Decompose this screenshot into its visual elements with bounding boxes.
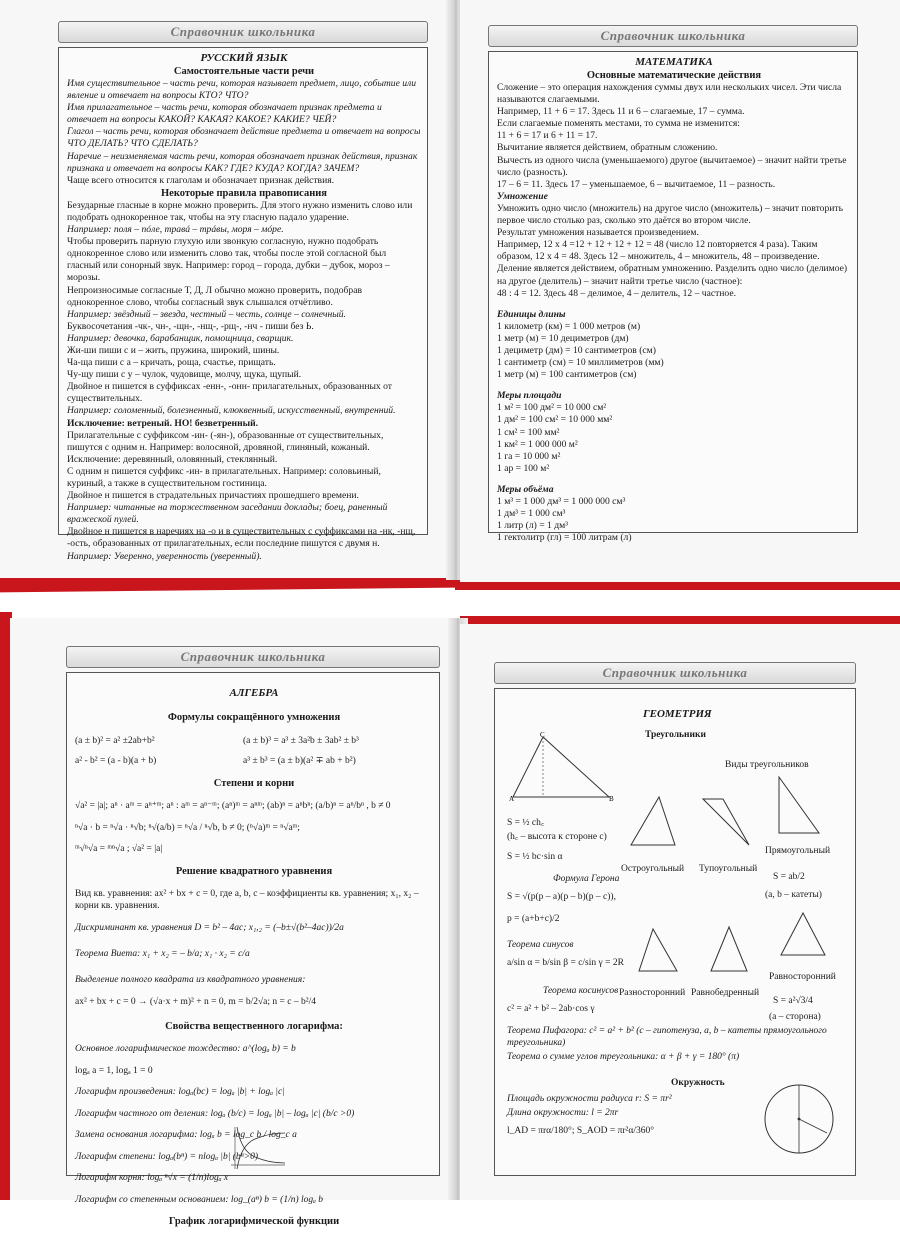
circle-line: Площадь окружности радиуса r: S = πr²: [507, 1093, 672, 1104]
formula: Основное логарифмическое тождество: a^(logₐ b) = b: [75, 1044, 296, 1054]
text-line: Например, 12 х 4 =12 + 12 + 12 + 12 = 48 (число 12 повторяется 4 раза). Таким образом, 12 х 4 = 48. Здесь 12 – множитель, 4 – множитель, 48 – произведение.: [497, 239, 820, 263]
math-subtitle: Основные математические действия: [586, 70, 762, 81]
heron-title: Формула Герона: [553, 873, 620, 884]
rule-line: Например: девочка, барабанщик, помощница, сварщик.: [67, 332, 294, 344]
rule-line: Например: Уверенно, уверенность (уверенный).: [67, 550, 262, 562]
text-line: Умножить одно число (множитель) на другое число (множитель) – значит повторить первое число столько раз, сколько это даётся во втором числе.: [497, 202, 843, 227]
graph-curve-up: [237, 1133, 285, 1169]
rule-line: Двойное н пишется в суффиксах -енн-, -онн- прилагательных, образованных от существительных.: [67, 381, 392, 405]
unit-line: 1 километр (км) = 1 000 метров (м): [497, 320, 641, 332]
log-graph: [227, 1125, 287, 1171]
text-line: Чаще всего относится к глаголам и обозначает признак действия.: [67, 174, 335, 186]
heron-formula: S = √(p(p – a)(p – b)(p – c)),: [507, 891, 616, 902]
text-line: Результат умножения называется произведением.: [497, 227, 699, 239]
russian-subtitle: Самостоятельные части речи: [173, 66, 315, 77]
text-line: Глагол – часть речи, которая обозначает действие предмета и отвечает на вопросы ЧТО ДЕЛАТЬ? ЧТО СДЕЛАТЬ?: [67, 126, 421, 150]
rule-line: Исключение: деревянный, оловянный, стеклянный.: [67, 453, 278, 465]
rule-line: Безударные гласные в корне можно проверить. Для этого нужно изменить слово или подобрать однокоренное так, чтобы на эту гласную падало ударение.: [67, 199, 413, 223]
cos-formula: c² = a² + b² – 2ab·cos γ: [507, 1003, 595, 1014]
area-title: Меры площади: [497, 390, 562, 402]
circle-line: Длина окружности: l = 2πr: [507, 1107, 619, 1118]
formula: a² - b² = (a - b)(a + b): [75, 755, 157, 766]
vertex-b-label: B: [609, 795, 614, 803]
scalene-label: Разносторонний: [619, 987, 686, 998]
rule-line: Например: поля – пóле, травá – трáвы, моря – мóре.: [67, 224, 284, 236]
math-frame: [488, 51, 858, 544]
cos-title: Теорема косинусов: [543, 985, 619, 996]
formula: Теорема Виета: x₁ + x₂ = – b/a; x₁ · x₂ = c/a: [75, 948, 250, 959]
sines-formula: a/sin α = b/sin β = c/sin γ = 2R: [507, 957, 624, 968]
unit-line: 1 дм² = 100 см² = 10 000 мм²: [497, 414, 613, 426]
angles-sum: Теорема о сумме углов треугольника: α + β + γ = 180° (π): [507, 1051, 740, 1062]
text-line: Деление является действием, обратным умножению. Разделить одно число (делимое) на другое (делитель) – значит найти третье число (частное):: [497, 263, 848, 287]
rule-line: Двойное н пишется в наречиях на -о и в существительных с суффиксами на -нк, -нщ, -ость, образованных от прилагательных, если последние пишутся с двумя н.: [67, 526, 416, 550]
triangle-main: [507, 731, 615, 803]
formula: Замена основания логарифма: logₐ b = log_c b / log_c a: [75, 1130, 297, 1140]
equilateral-shape: [781, 913, 825, 955]
formula: Логарифм со степенным основанием: log_(aⁿ) b = (1/n) logₐ b: [75, 1194, 324, 1205]
triangle-scalene: [637, 925, 679, 975]
pythagoras: Теорема Пифагора: c² = a² + b² (c – гипотенуза, a, b – катеты прямоугольного треугольника): [507, 1025, 827, 1048]
unit-line: 1 см² = 100 мм²: [497, 426, 560, 438]
rule-line: Ча-ща пиши с а – кричать, роща, счастье, прищать.: [67, 357, 276, 369]
formula: Дискриминант кв. уравнения D = b² – 4ac; x₁,₂ = (–b±√(b²–4ac))/2a: [75, 922, 344, 933]
page-header: Справочник школьника: [66, 646, 440, 668]
unit-line: 1 га = 10 000 м²: [497, 450, 561, 462]
text-line: 11 + 6 = 17 и 6 + 11 = 17.: [497, 130, 598, 142]
text-line: Имя существительное – часть речи, которая называет предмет, лицо, событие или явление и отвечает на вопросы КТО? ЧТО?: [67, 78, 417, 102]
unit-line: 1 гектолитр (гл) = 100 литрам (л): [497, 532, 632, 544]
unit-line: 1 сантиметр (см) = 10 миллиметров (мм): [497, 357, 664, 369]
graph-curve-down: [237, 1127, 285, 1163]
formula: Логарифм произведения: logₐ(bc) = logₐ |b| + logₐ |c|: [75, 1087, 285, 1097]
text-line: Имя прилагательное – часть речи, которая обозначает признак предмета и отвечает на вопросы КАКОЙ? КАКАЯ? КАКОЕ? КАКИЕ? ЧЕЙ?: [67, 102, 382, 126]
page-header: Справочник школьника: [488, 25, 858, 47]
unit-line: 1 ар = 100 м²: [497, 462, 550, 474]
rule-line: Двойное н пишется в страдательных причастиях прошедшего времени.: [67, 490, 359, 502]
text-line: Например, 11 + 6 = 17. Здесь 11 и 6 – слагаемые, 17 – сумма.: [497, 106, 745, 118]
acute-shape: [631, 797, 675, 845]
text-line: Вычесть из одного числа (уменьшаемого) другое (вычитаемое) – значит найти третье число (разность).: [497, 154, 847, 178]
rule-line: Жи-ши пиши с и – жить, пружина, широкий, шины.: [67, 344, 280, 356]
page-algebra: [10, 618, 455, 1227]
text-line: Сложение – это операция нахождения суммы двух или нескольких чисел. Эти числа называются слагаемыми.: [497, 82, 842, 106]
page-math: [460, 0, 900, 582]
formula: Логарифм частного от деления: logₐ (b/c) = logₐ |b| – logₐ |c| (b/c >0): [75, 1108, 355, 1119]
page-header: Справочник школьника: [494, 662, 856, 684]
formula: Выделение полного квадрата из квадратного уравнения:: [75, 974, 306, 985]
rule-line: Исключение: ветреный. НО! безветренный.: [67, 417, 259, 429]
isosceles-shape: [711, 927, 747, 971]
unit-line: 1 литр (л) = 1 дм³: [497, 520, 569, 532]
math-title: МАТЕМАТИКА: [635, 56, 713, 68]
circle-title: Окружность: [671, 1077, 725, 1088]
unit-line: 1 м² = 100 дм² = 10 000 см²: [497, 402, 607, 414]
formula: (a ± b)² = a² ±2ab+b²: [75, 735, 155, 746]
algebra-frame: [66, 672, 440, 1227]
unit-line: 1 метр (м) = 10 дециметров (дм): [497, 332, 629, 344]
text-line: Вычитание является действием, обратным сложению.: [497, 142, 718, 154]
triangles-title: Треугольники: [645, 729, 706, 740]
log-title: Свойства вещественного логарифма:: [165, 1020, 343, 1032]
unit-line: 1 дм³ = 1 000 см³: [497, 508, 566, 520]
formula: Вид кв. уравнения: ax² + bx + c = 0, где a, b, c – коэффициенты кв. уравнения; x₁, x₂ – корни кв. уравнения.: [75, 889, 419, 911]
text-line: Наречие – неизменяемая часть речи, которая обозначает признак действия, признак признака и отвечает на вопросы КАК? ГДЕ? КУДА? КОГДА? ЗАЧЕМ?: [67, 150, 418, 174]
formula: Логарифм корня: logₐ ⁿ√x = (1/n)logₐ x: [75, 1173, 229, 1183]
russian-title: РУССКИЙ ЯЗЫК: [200, 52, 288, 64]
triangle-acute: [629, 793, 677, 849]
area-sin-formula: S = ½ bc·sin α: [507, 851, 563, 862]
circle-radius: [799, 1119, 827, 1133]
circle-center: [798, 1118, 801, 1121]
formula: (a ± b)³ = a³ ± 3a²b ± 3ab² ± b³: [243, 735, 359, 746]
bottom-spread: [0, 612, 900, 1227]
area-formula: S = ½ ch꜀: [507, 817, 545, 828]
formula: ᵐ√ⁿ√a = ᵐⁿ√a ; √a² = |a|: [75, 844, 163, 854]
right-shape: [779, 777, 819, 833]
vertex-a-label: A: [509, 795, 515, 803]
equilateral-formula: S = a²√3/4: [773, 995, 813, 1006]
unit-line: 1 метр (м) = 100 сантиметров (см): [497, 369, 637, 381]
area-note: (h꜀ – высота к стороне c): [507, 831, 607, 842]
rule-line: Чтобы проверить парную глухую или звонкую согласную, нужно подобрать однокоренное слово или изменить слово так, чтобы после этой согласной был гласный или сонорный звук. Например: город – города, дубки – дубок, мороз – морозы.: [67, 236, 390, 284]
right-note: (a, b – катеты): [765, 889, 822, 900]
formula: ⁿ√a · b = ⁿ√a · ⁿ√b; ⁿ√(a/b) = ⁿ√a / ⁿ√b, b ≠ 0; (ⁿ√a)ᵐ = ⁿ√aᵐ;: [75, 822, 300, 833]
rule-line: Прилагательные с суффиксом -ин- (-ян-), образованные от существительных, пишутся с одним н. Например: волосяной, дровяной, глиняный, кожаный.: [67, 429, 384, 453]
text-line: 17 – 6 = 11. Здесь 17 – уменьшаемое, 6 – вычитаемое, 11 – разность.: [497, 178, 776, 190]
top-spread: [0, 0, 900, 590]
unit-line: 1 км² = 1 000 000 м²: [497, 438, 578, 450]
page-geometry: [460, 624, 900, 1200]
page-header: Справочник школьника: [58, 21, 428, 43]
obtuse-shape: [703, 799, 749, 845]
equilateral-note: (a – сторона): [769, 1011, 821, 1022]
quad-title: Решение квадратного уравнения: [175, 865, 333, 877]
rule-line: С одним н пишется суффикс -ин- в прилагательных. Например: соловьиный, куриный, а также в существительном гостиница.: [67, 465, 381, 489]
rule-line: Например: соломенный, болезненный, клюквенный, искусственный, внутренний.: [67, 405, 396, 417]
isosceles-label: Равнобедренный: [691, 987, 760, 998]
triangle-obtuse: [699, 793, 751, 849]
equilateral-label: Равносторонний: [769, 971, 836, 982]
volume-title: Меры объёма: [497, 483, 554, 495]
geometry-frame: [494, 688, 856, 1176]
rule-line: Чу-щу пиши с у – чулок, чудовище, молчу, щука, щупый.: [67, 369, 302, 381]
algebra-title: АЛГЕБРА: [229, 687, 279, 699]
page-russian: [0, 0, 452, 578]
formula: ax² + bx + c = 0 → (√a·x + m)² + n = 0, m = b/2√a; n = c – b²/4: [75, 996, 316, 1007]
circle-line: l_AD = πrα/180°; S_AOD = πr²α/360°: [507, 1125, 655, 1136]
rule-line: Непроизносимые согласные Т, Д, Л обычно можно проверить, подобрав однокоренное слово, чтобы согласный звук слышался отчётливо.: [67, 284, 362, 308]
rule-line: Например: звёздный – звезда, честный – честь, солнце – солнечный.: [67, 308, 346, 320]
rules-title: Некоторые правила правописания: [161, 187, 327, 199]
russian-frame: [58, 47, 428, 562]
formula: logₐ a = 1, logₐ 1 = 0: [75, 1065, 153, 1076]
kinds-title: Виды треугольников: [725, 759, 809, 770]
rule-line: Буквосочетания -чк-, чн-, -щн-, -нщ-, -рщ-, -нч - пиши без Ь.: [67, 320, 314, 332]
triangle-equilateral: [777, 907, 829, 959]
formula: √a² = |a|; aⁿ · aᵐ = aⁿ⁺ᵐ; aⁿ : aᵐ = aⁿ⁻ᵐ; (aⁿ)ᵐ = aⁿᵐ; (ab)ⁿ = aⁿbⁿ; (a/b)ⁿ = aⁿ/bⁿ , b ≠ 0: [75, 801, 391, 811]
perimeter-formula: p = (a+b+c)/2: [507, 913, 560, 924]
formula: a³ ± b³ = (a ± b)(a² ∓ ab + b²): [243, 755, 356, 766]
powers-title: Степени и корни: [213, 777, 295, 789]
unit-line: 1 дециметр (дм) = 10 сантиметров (см): [497, 344, 656, 356]
right-label: Прямоугольный: [765, 845, 831, 856]
graph-title: График логарифмической функции: [168, 1216, 340, 1227]
unit-line: 1 м³ = 1 000 дм³ = 1 000 000 см³: [497, 496, 626, 507]
text-line: 48 : 4 = 12. Здесь 48 – делимое, 4 – делитель, 12 – частное.: [497, 287, 737, 299]
triangle-right: [775, 773, 823, 837]
formula: Логарифм степени: logₐ(bⁿ) = nlogₐ |b| (bⁿ>0): [75, 1151, 258, 1162]
right-formula: S = ab/2: [773, 871, 805, 882]
obtuse-label: Тупоугольный: [699, 863, 758, 874]
rule-line: Например: читанные на торжественном заседании доклады; бoец, раненный вражеской пулей.: [67, 502, 388, 526]
geometry-title: ГЕОМЕТРИЯ: [643, 708, 712, 720]
triangle-isosceles: [707, 923, 751, 975]
text-line: Умножение: [497, 190, 548, 202]
acute-label: Остроугольный: [621, 863, 685, 874]
vertex-c-label: C: [540, 731, 545, 739]
abbr-title: Формулы сокращённого умножения: [167, 712, 341, 723]
sines-title: Теорема синусов: [507, 939, 574, 950]
circle-diagram: [761, 1077, 839, 1161]
text-line: Если слагаемые поменять местами, то сумма не изменится:: [497, 118, 740, 130]
length-title: Единицы длины: [497, 308, 566, 320]
scalene-shape: [639, 929, 677, 971]
triangle-abc: [513, 737, 609, 797]
